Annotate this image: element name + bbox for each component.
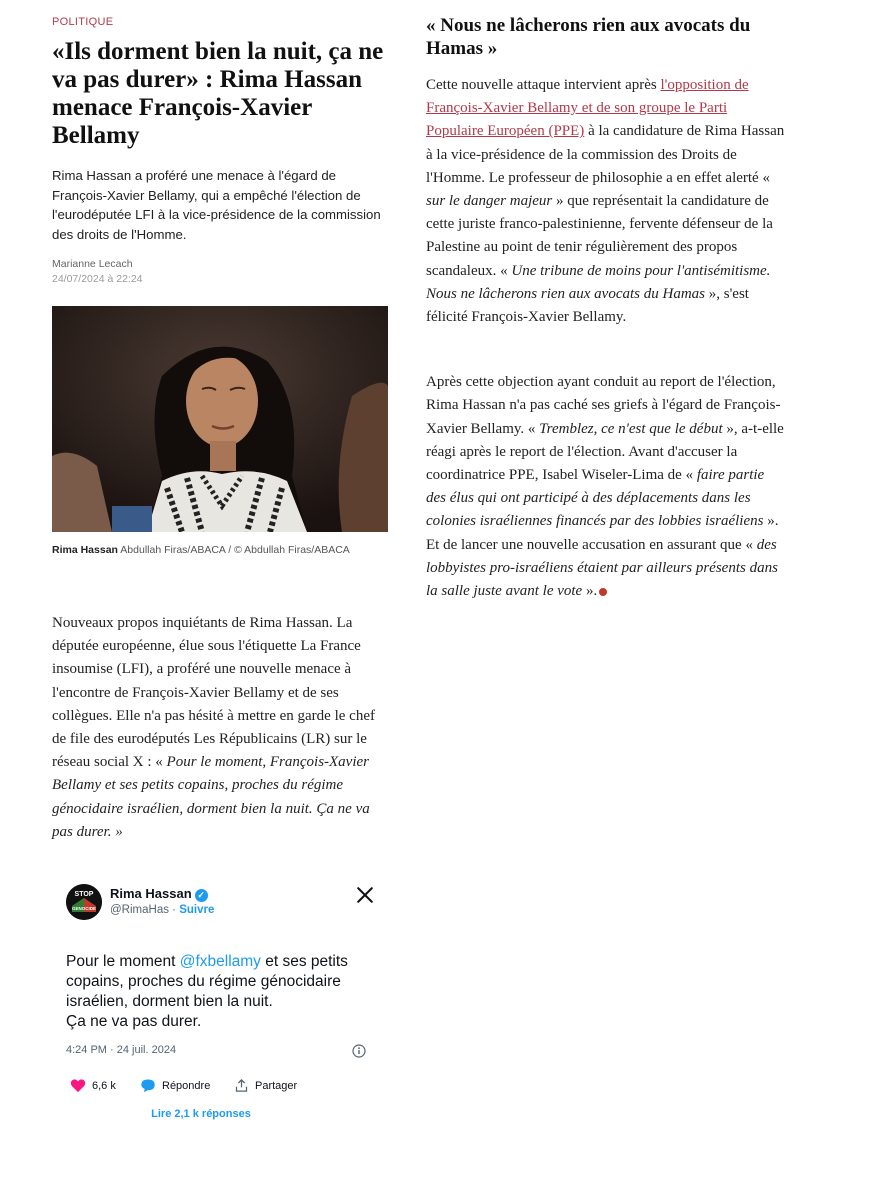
tweet-text-a: Pour le moment [66,953,180,970]
left-column [52,14,392,1120]
body-paragraph-3 [426,371,786,603]
para2-i1: sur le danger majeur [426,193,553,210]
author-name[interactable]: Marianne Lecach [52,258,133,270]
portrait-illustration [52,306,388,532]
para1-quote: Pour le moment, François-Xavier Bellamy et ses petits copains, proches du régime génocidaire israélien, dorment bien la nuit. Ça ne va pas durer. » [52,754,370,840]
info-icon[interactable] [352,1044,366,1061]
section-subhead: « Nous ne lâcherons rien aux avocats du Hamas » [426,15,751,59]
reply-label: Répondre [162,1079,211,1092]
caption-credit: Abdullah Firas/ABACA / © Abdullah Firas/ABACA [117,544,350,556]
body-paragraph-1 [52,612,392,844]
share-label: Partager [255,1079,298,1092]
tweet-meta [66,1044,386,1060]
para2-a: Cette nouvelle attaque intervient après [426,77,661,93]
body-paragraph-2 [426,74,786,329]
tweet-handle[interactable]: @RimaHas [110,904,169,916]
avatar[interactable] [66,884,102,920]
article-headline: «Ils dorment bien la nuit, ça ne va pas durer» : Rima Hassan menace François-Xavier Bellamy [52,38,384,149]
para1-text: Nouveaux propos inquiétants de Rima Hassan. La députée européenne, élue sous l'étiquette La France insoumise (LFI), a proféré une nouvelle menace à l'encontre de François-Xavier Bellamy et de ses collègues. Elle n'a pas hésité à mettre en garde le chef de file des eurodéputés Les Républicains (LR) sur le réseau social X : « [52,615,375,771]
para2-d: », s'est félicité François-Xavier Bellamy. [426,285,749,326]
avatar-text-stop: STOP [74,891,94,898]
para3-a: Après cette objection ayant conduit au report de l'élection, Rima Hassan n'a pas caché ses griefs à l'égard de François-Xavier Bellamy. « [426,374,781,437]
article-lede: Rima Hassan a proféré une menace à l'égard de François-Xavier Bellamy, qui a empêché l'élection de l'eurodéputée LFI à la vice-présidence de la commission des droits de l'Homme. [52,168,381,242]
verified-badge-icon: ✓ [195,889,208,902]
ppe-opposition-link[interactable]: l'opposition de François-Xavier Bellamy et de son groupe le Parti Populaire Européen (PPE) [426,77,749,140]
tweet-handle-row [110,904,214,916]
like-button[interactable] [70,1078,116,1093]
like-count: 6,6 k [92,1079,116,1092]
para2-b: à la candidature de Rima Hassan à la vice-présidence de la commission des Droits de l'Homme. Le professeur de philosophie a en effet alerté « [426,123,785,186]
tweet-author-name[interactable] [110,886,208,902]
mention-link[interactable]: @fxbellamy [179,953,261,970]
para3-d: ». [582,583,598,600]
x-logo-icon[interactable] [356,886,374,909]
para3-i1: Tremblez, ce n'est que le début [539,420,723,437]
para3-b: », a-t-elle réagi après le report de l'élection. Avant d'accuser la coordinatrice PPE, Isabel Wiseler-Lima de « [426,420,784,484]
handle-separator: · [168,904,180,916]
para3-i3: des lobbyistes pro-israéliens étaient par ailleurs présents dans la salle juste avant le vote [426,536,778,600]
avatar-image [66,884,102,920]
author-display-name: Rima Hassan [110,886,192,901]
tweet-timestamp[interactable]: 4:24 PM · 24 juil. 2024 [66,1044,177,1056]
heart-icon [70,1078,86,1093]
publish-date: 24/07/2024 à 22:24 [52,273,143,285]
share-icon [234,1078,249,1093]
para3-c: ». Et de lancer une nouvelle accusation en assurant que « [426,513,779,553]
para3-i2: faire partie des élus qui ont participé à des déplacements dans les colonies israéliennes financés par des lobbies israéliens [426,467,765,530]
caption-subject: Rima Hassan [52,544,118,556]
article-photo [52,306,388,532]
tweet-text-c: Ça ne va pas durer. [66,1013,202,1030]
tweet-text [66,952,386,1032]
embedded-tweet[interactable] [66,884,386,1120]
tweet-text-b: et ses petits copains, proches du régime génocidaire israélien, dorment bien la nuit. [66,953,348,1010]
reply-button[interactable] [140,1078,210,1093]
follow-button[interactable]: Suivre [179,904,215,916]
avatar-text-genocide: GENOCIDE [71,906,97,911]
para2-i2: Une tribune de moins pour l'antisémitisme. Nous ne lâcherons rien aux avocats du Hamas [426,262,771,302]
photo-caption [52,544,350,556]
section-kicker[interactable]: POLITIQUE [52,16,114,28]
right-column [426,14,786,603]
tweet-actions [66,1078,386,1096]
article-end-marker-icon [599,588,607,596]
reply-bubble-icon [140,1078,156,1093]
tweet-header [66,884,386,928]
para2-c: » que représentait la candidature de cette juriste franco-palestinienne, fervente défenseur de la Palestine au point de tenir régulièrement des propos scandaleux. « [426,193,773,279]
read-replies-link[interactable]: Lire 2,1 k réponses [151,1108,251,1120]
share-button[interactable] [234,1078,297,1093]
